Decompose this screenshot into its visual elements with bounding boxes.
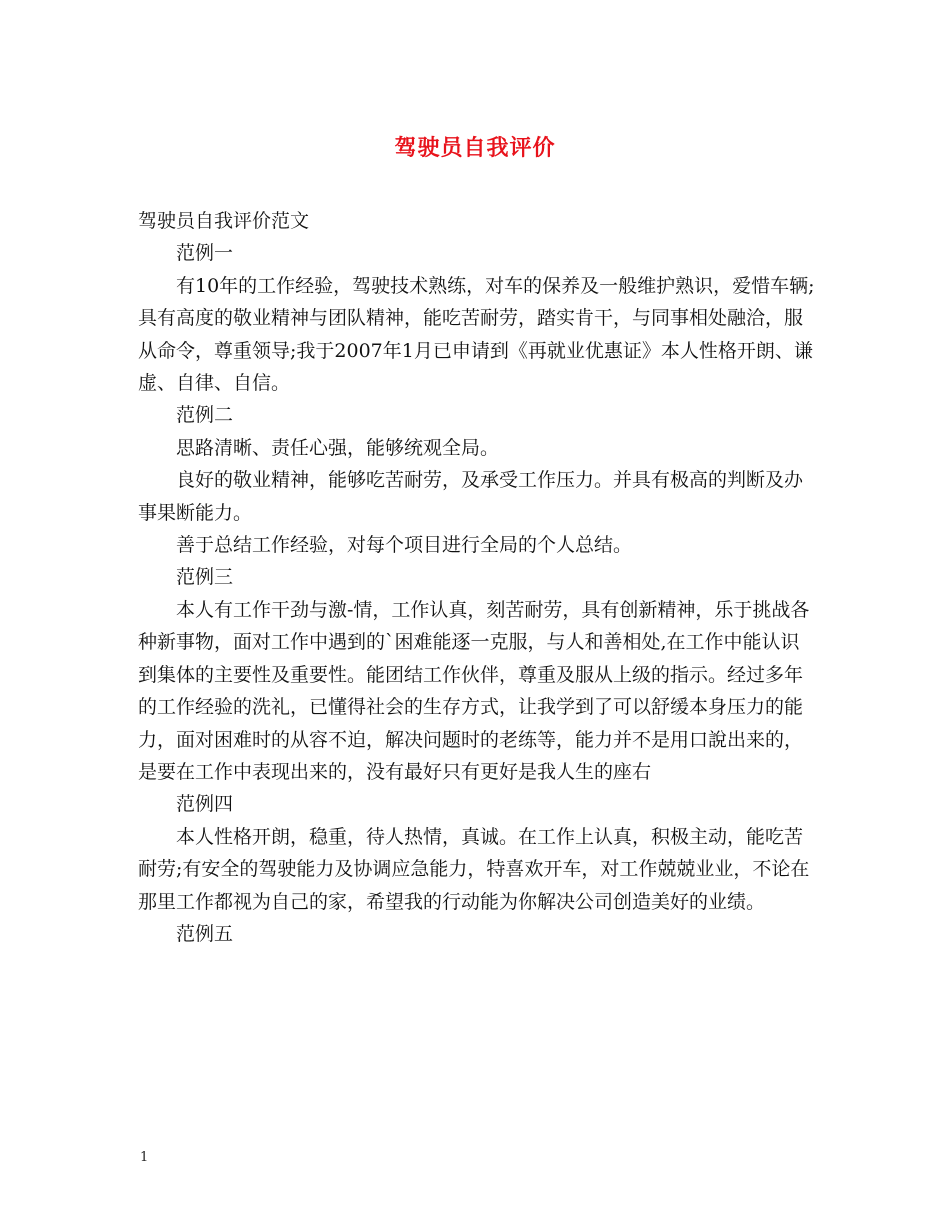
paragraph-example-heading: 范例五 <box>176 922 234 945</box>
document-title: 驾驶员自我评价 <box>394 135 556 161</box>
paragraph: 本人有工作干劲与激-情，工作认真，刻苦耐劳，具有创新精神，乐于挑战各种新事物，面对工作中遇到的`困难能逐一克服，与人和善相处,在工作中能认识到集体的主要性及重要性。能团结工作伙伴，尊重及服从上级的指示。经过多年的工作经验的洗礼，已懂得社会的生存方式，让我学到了可以舒缓本身压力的能力，面对困难时的从容不迫，解决问题时的老练等，能力并不是用口說出来的，是要在工作中表现出来的，没有最好只有更好是我人生的座右 <box>138 598 810 783</box>
paragraph-example-heading: 范例四 <box>176 793 234 816</box>
paragraph: 有10年的工作经验，驾驶技术熟练，对车的保养及一般维护熟识，爱惜车辆;具有高度的敬业精神与团队精神，能吃苦耐劳，踏实肯干，与同事相处融洽，服从命令，尊重领导;我于2007年1月已申请到《再就业优惠证》本人性格开朗、谦虚、自律、自信。 <box>138 274 815 395</box>
paragraph: 良好的敬业精神，能够吃苦耐劳，及承受工作压力。并具有极高的判断及办事果断能力。 <box>138 469 804 524</box>
paragraph-example-heading: 范例二 <box>176 404 234 427</box>
paragraph: 本人性格开朗，稳重，待人热情，真诚。在工作上认真，积极主动，能吃苦耐劳;有安全的驾驶能力及协调应急能力，特喜欢开车，对工作兢兢业业，不论在那里工作都视为自己的家，希望我的行动能为你解决公司创造美好的业绩。 <box>138 825 810 913</box>
paragraph: 善于总结工作经验，对每个项目进行全局的个人总结。 <box>176 534 633 557</box>
page-number: 1 <box>140 1150 149 1165</box>
paragraph-subtitle: 驾驶员自我评价范文 <box>138 210 310 232</box>
document-body <box>138 205 818 950</box>
paragraph-example-heading: 范例一 <box>176 242 234 265</box>
paragraph-example-heading: 范例三 <box>176 566 234 589</box>
paragraph: 思路清晰、责任心强，能够统观全局。 <box>176 436 500 459</box>
